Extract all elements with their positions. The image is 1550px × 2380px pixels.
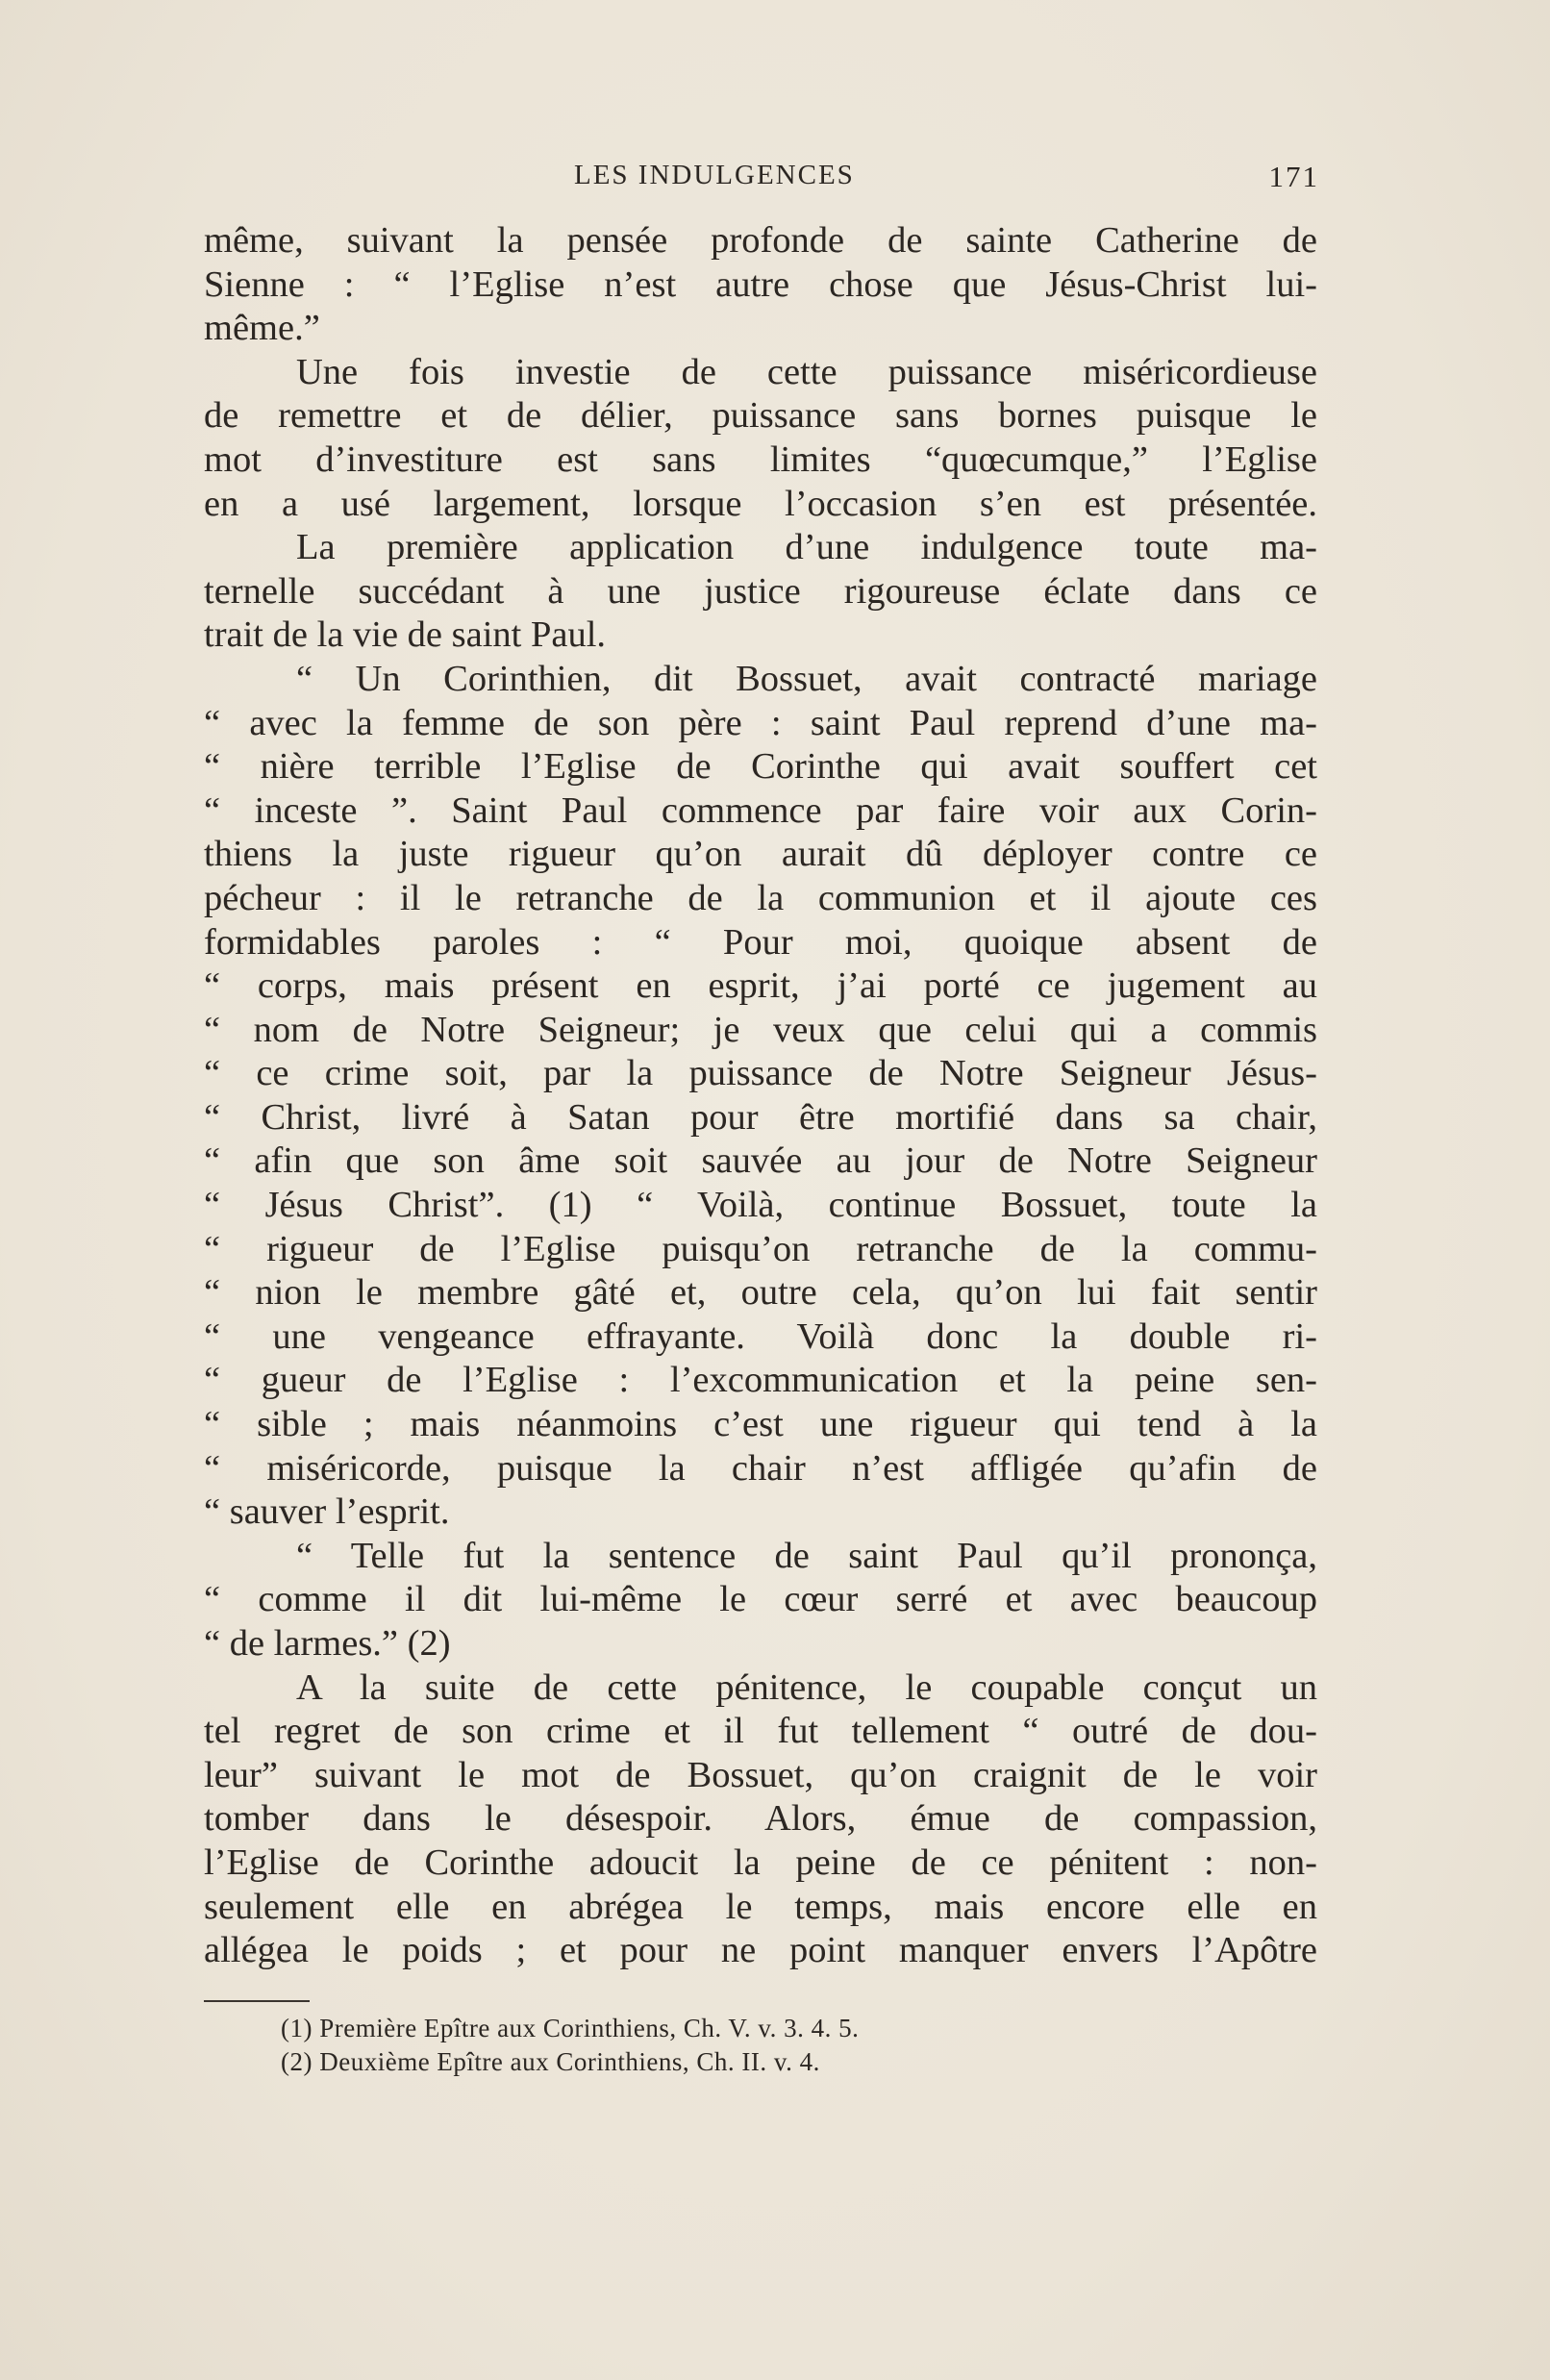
text-line: “ inceste ”. Saint Paul commence par faire voir aux Corin-	[204, 789, 1317, 831]
text-line: tel regret de son crime et il fut tellement “ outré de dou-	[204, 1711, 1317, 1752]
text-line: en a usé largement, lorsque l’occasion s’en est présentée.	[204, 483, 1317, 524]
text-line: “ nom de Notre Seigneur; je veux que celui qui a commis	[204, 1009, 1317, 1050]
text-line: “ Un Corinthien, dit Bossuet, avait contracté mariage	[296, 658, 1317, 699]
text-line: “ avec la femme de son père : saint Paul reprend d’une ma-	[204, 702, 1317, 743]
text-line: ternelle succédant à une justice rigoureuse éclate dans ce	[204, 570, 1317, 612]
text-line: “ comme il dit lui-même le cœur serré et avec beaucoup	[204, 1579, 1317, 1620]
text-line: Une fois investie de cette puissance miséricordieuse	[296, 351, 1317, 392]
text-line: “ de larmes.” (2)	[204, 1623, 451, 1664]
text-line: “ ce crime soit, par la puissance de Notre Seigneur Jésus-	[204, 1053, 1317, 1094]
text-line: tomber dans le désespoir. Alors, émue de compassion,	[204, 1798, 1317, 1840]
text-line: “ nion le membre gâté et, outre cela, qu’on lui fait sentir	[204, 1272, 1317, 1314]
text-line: formidables paroles : “ Pour moi, quoique absent de	[204, 921, 1317, 963]
text-line: “ nière terrible l’Eglise de Corinthe qui avait souffert cet	[204, 746, 1317, 788]
text-line: pécheur : il le retranche de la communion et il ajoute ces	[204, 877, 1317, 918]
text-line: “ sible ; mais néanmoins c’est une rigueur qui tend à la	[204, 1404, 1317, 1445]
text-line: “ Christ, livré à Satan pour être mortifié dans sa chair,	[204, 1096, 1317, 1138]
running-title: LES INDULGENCES	[574, 160, 855, 190]
text-line: “ afin que son âme soit sauvée au jour de Notre Seigneur	[204, 1140, 1317, 1182]
body-text	[204, 219, 1317, 1973]
text-line: trait de la vie de saint Paul.	[204, 614, 607, 656]
text-line: “ rigueur de l’Eglise puisqu’on retranche de la commu-	[204, 1228, 1317, 1269]
text-line: “ miséricorde, puisque la chair n’est affligée qu’afin de	[204, 1447, 1317, 1489]
text-line: La première application d’une indulgence toute ma-	[296, 527, 1317, 568]
text-line: même, suivant la pensée profonde de sainte Catherine de	[204, 220, 1317, 261]
page-number: 171	[1268, 160, 1319, 193]
text-line: même.”	[204, 308, 320, 349]
text-line: seulement elle en abrégea le temps, mais encore elle en	[204, 1886, 1317, 1927]
text-line: “ Telle fut la sentence de saint Paul qu’il prononça,	[296, 1535, 1317, 1576]
footnote-1: (1) Première Epître aux Corinthiens, Ch. V. v. 3. 4. 5.	[281, 2014, 860, 2042]
text-line: de remettre et de délier, puissance sans bornes puisque le	[204, 395, 1317, 437]
text-line: Sienne : “ l’Eglise n’est autre chose que Jésus-Christ lui-	[204, 263, 1317, 305]
text-line: “ Jésus Christ”. (1) “ Voilà, continue Bossuet, toute la	[204, 1185, 1317, 1226]
text-line: “ une vengeance effrayante. Voilà donc la double ri-	[204, 1315, 1317, 1357]
footnote-divider	[204, 2000, 310, 2002]
text-line: leur” suivant le mot de Bossuet, qu’on craignit de le voir	[204, 1754, 1317, 1795]
text-line: l’Eglise de Corinthe adoucit la peine de ce pénitent : non-	[204, 1841, 1317, 1883]
text-line: thiens la juste rigueur qu’on aurait dû déployer contre ce	[204, 834, 1317, 875]
text-line: “ gueur de l’Eglise : l’excommunication et la peine sen-	[204, 1360, 1317, 1401]
text-line: A la suite de cette pénitence, le coupable conçut un	[296, 1666, 1317, 1708]
text-line: mot d’investiture est sans limites “quœcumque,” l’Eglise	[204, 438, 1317, 480]
text-line: “ corps, mais présent en esprit, j’ai porté ce jugement au	[204, 965, 1317, 1007]
text-line: allégea le poids ; et pour ne point manquer envers l’Apôtre	[204, 1930, 1317, 1971]
footnotes	[281, 2012, 1146, 2079]
text-line: “ sauver l’esprit.	[204, 1491, 450, 1533]
footnote-2: (2) Deuxième Epître aux Corinthiens, Ch. II. v. 4.	[281, 2047, 820, 2076]
running-head	[204, 160, 1319, 198]
